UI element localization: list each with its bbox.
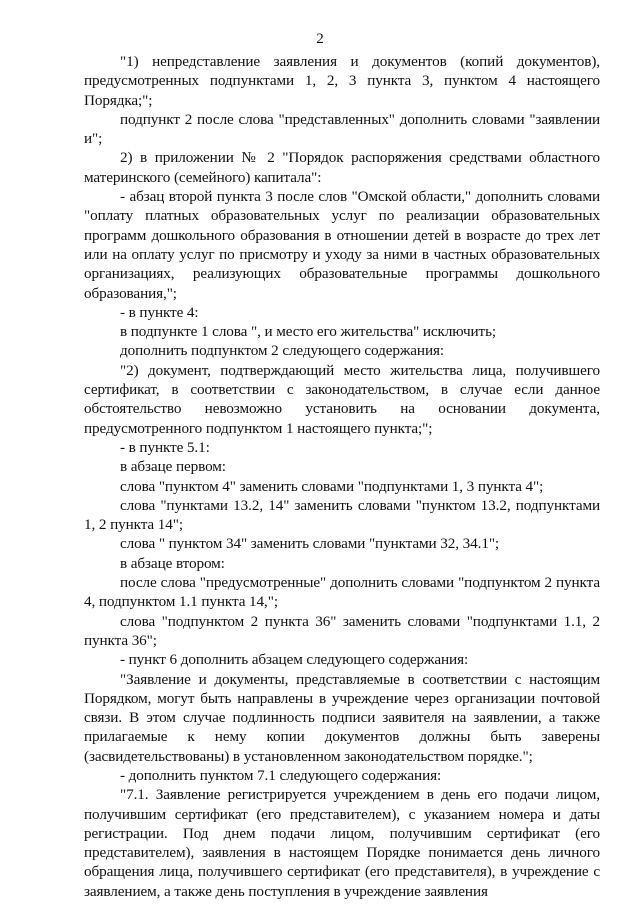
paragraph: "7.1. Заявление регистрируется учреждением в день его подачи лицом, получившим сертификат (его представителем), с указанием номера и даты регистрации. Под днем подачи лицом, получившим сертификат (его представителем), заявления в настоящем Порядке понимается день личного обращения лица, получившего сертификат (его представителя), в учреждение с заявлением, а также день поступления в учреждение заявления — [84, 786, 600, 900]
document-body — [84, 52, 600, 901]
paragraph: слова " пунктом 34" заменить словами "пунктами 32, 34.1"; — [120, 535, 500, 553]
paragraph: - дополнить пунктом 7.1 следующего содержания: — [120, 766, 442, 784]
paragraph: - в пункте 4: — [120, 303, 199, 321]
paragraph: в абзаце втором: — [120, 554, 225, 572]
paragraph: - в пункте 5.1: — [120, 438, 210, 456]
paragraph: - пункт 6 дополнить абзацем следующего содержания: — [120, 651, 469, 669]
paragraph: слова "пунктами 13.2, 14" заменить словами "пунктом 13.2, подпунктами 1, 2 пункта 14"; — [84, 496, 600, 534]
paragraph: в подпункте 1 слова ", и место его жительства" исключить; — [120, 323, 497, 341]
paragraph: подпункт 2 после слова "представленных" дополнить словами "заявлении и"; — [84, 110, 600, 148]
page-number: 2 — [316, 31, 324, 47]
paragraph: "1) непредставление заявления и документов (копий документов), предусмотренных подпунктами 1, 2, 3 пункта 3, пунктом 4 настоящего Порядка;"; — [84, 53, 600, 109]
paragraph: слова "пунктом 4" заменить словами "подпунктами 1, 3 пункта 4"; — [120, 477, 544, 495]
paragraph: "Заявление и документы, представляемые в соответствии с настоящим Порядком, могут быть направлены в учреждение через организации почтовой связи. В этом случае подлинность подписи заявителя на заявлении, а также прилагаемые к нему копии документов должны быть заверены (засвидетельствованы) в установленном законодательством порядке."; — [84, 670, 600, 765]
paragraph: слова "подпунктом 2 пункта 36" заменить словами "подпунктами 1.1, 2 пункта 36"; — [84, 612, 600, 649]
paragraph: дополнить подпунктом 2 следующего содержания: — [120, 342, 444, 360]
paragraph: - абзац второй пункта 3 после слов "Омской области," дополнить словами "оплату платных образовательных услуг по реализации образовательных программ дошкольного образования в отношении детей в возрасте до трех лет или на оплату услуг по присмотру и уходу за ними в частных образовательных организациях, реализующих образовательные программы дошкольного образования,"; — [84, 188, 600, 302]
paragraph: "2) документ, подтверждающий место жительства лица, получившего сертификат, в соответствии с законодательством, в случае если данное обстоятельство невозможно установить на основании документа, предусмотренного подпунктом 1 настоящего пункта;"; — [84, 361, 600, 437]
paragraph: 2) в приложении № 2 "Порядок распоряжения средствами областного материнского (семейного) капитала": — [84, 149, 600, 186]
paragraph: в абзаце первом: — [120, 458, 226, 476]
paragraph: после слова "предусмотренные" дополнить словами "подпунктом 2 пункта 4, подпунктом 1.1 пункта 14,"; — [84, 574, 600, 611]
